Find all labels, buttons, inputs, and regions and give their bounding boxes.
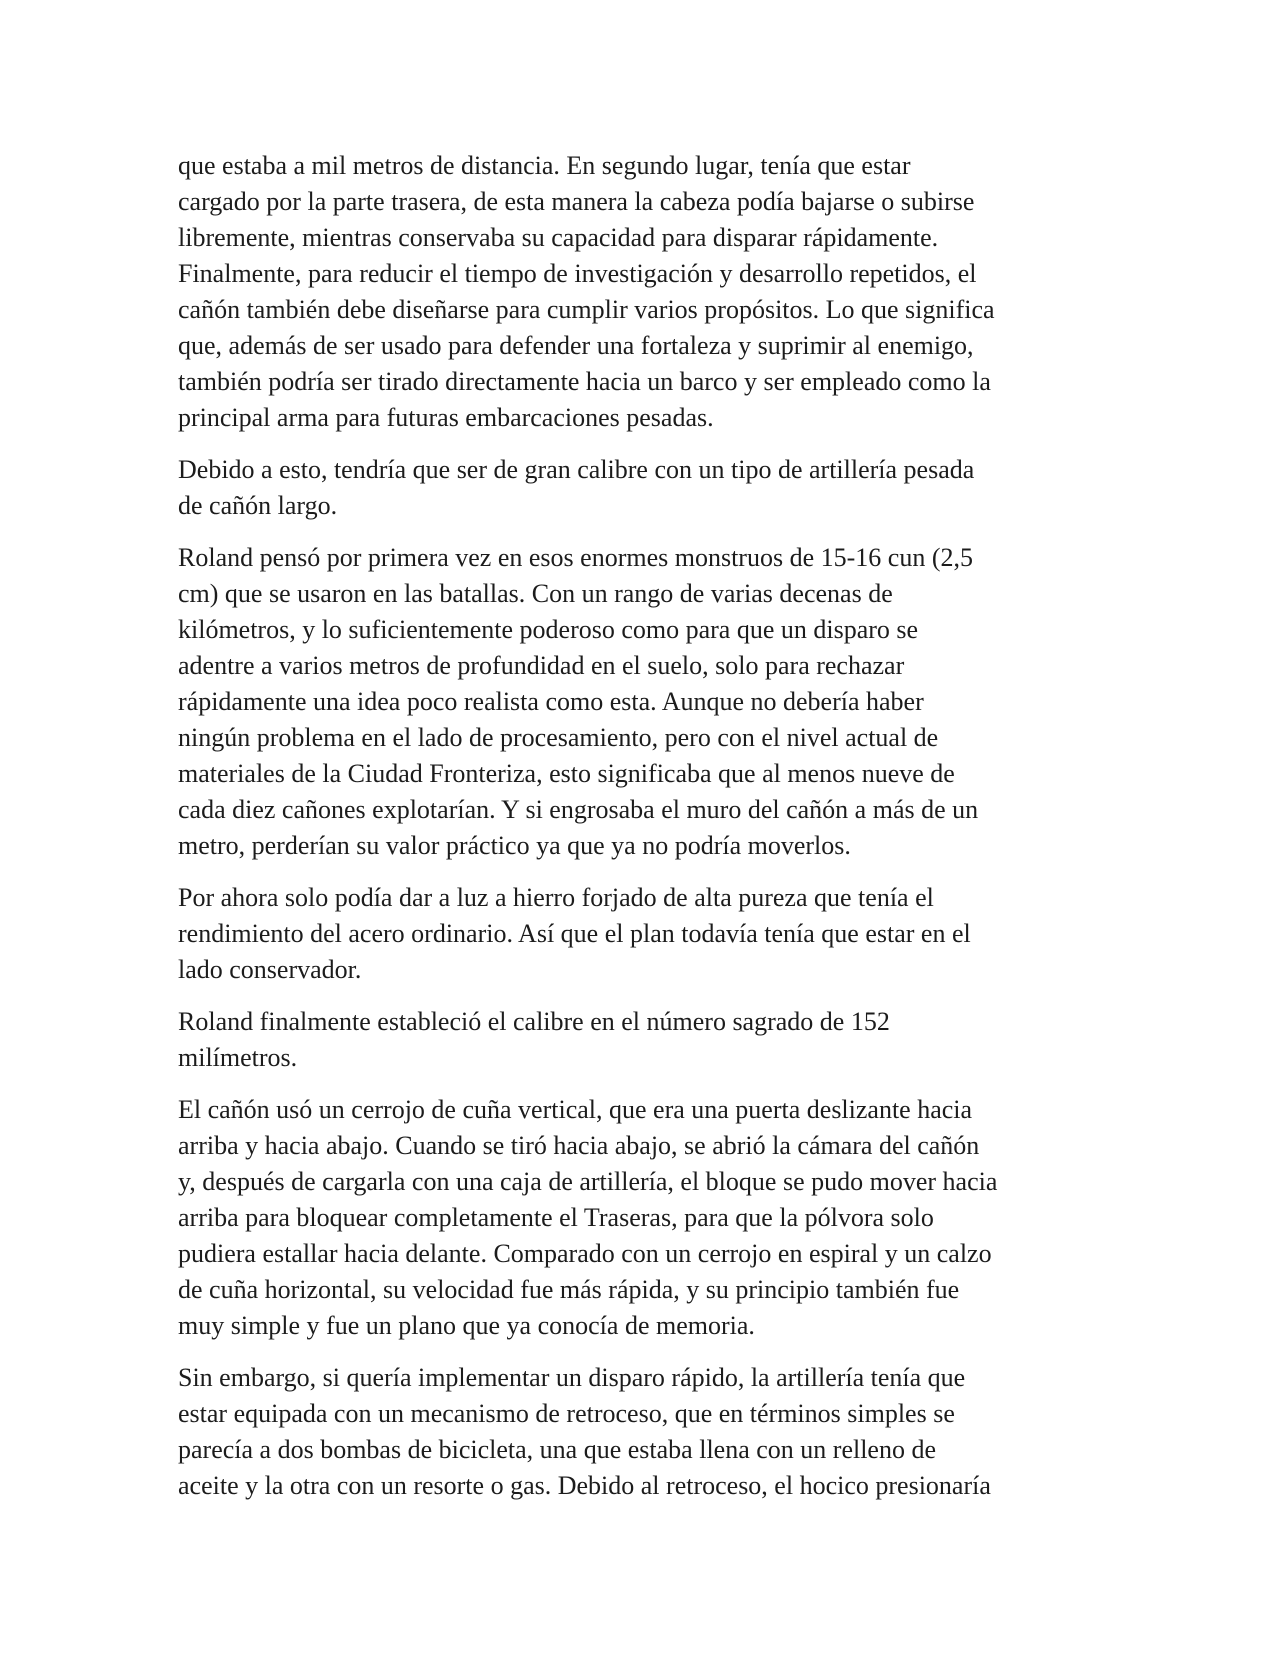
text-line: aceite y la otra con un resorte o gas. Debido al retroceso, el hocico presionaría [178, 1471, 991, 1500]
text-line: de cuña horizontal, su velocidad fue más rápida, y su principio también fue [178, 1275, 960, 1304]
text-line: y, después de cargarla con una caja de artillería, el bloque se pudo mover hacia [178, 1167, 998, 1196]
paragraph [178, 880, 1108, 988]
text-line: lado conservador. [178, 955, 362, 984]
text-line: Por ahora solo podía dar a luz a hierro forjado de alta pureza que tenía el [178, 883, 934, 912]
text-line: El cañón usó un cerrojo de cuña vertical, que era una puerta deslizante hacia [178, 1095, 973, 1124]
text-line: cargado por la parte trasera, de esta manera la cabeza podía bajarse o subirse [178, 187, 975, 216]
paragraph [178, 1360, 1108, 1504]
text-line: Roland finalmente estableció el calibre en el número sagrado de 152 [178, 1007, 890, 1036]
text-line: arriba para bloquear completamente el Traseras, para que la pólvora solo [178, 1203, 934, 1232]
text-line: arriba y hacia abajo. Cuando se tiró hacia abajo, se abrió la cámara del cañón [178, 1131, 980, 1160]
text-line: Debido a esto, tendría que ser de gran calibre con un tipo de artillería pesada [178, 455, 975, 484]
text-line: milímetros. [178, 1043, 298, 1072]
text-line: parecía a dos bombas de bicicleta, una que estaba llena con un relleno de [178, 1435, 937, 1464]
paragraph [178, 452, 1108, 524]
text-line: ningún problema en el lado de procesamiento, pero con el nivel actual de [178, 723, 939, 752]
text-line: Sin embargo, si quería implementar un disparo rápido, la artillería tenía que [178, 1363, 966, 1392]
text-line: pudiera estallar hacia delante. Comparado con un cerrojo en espiral y un calzo [178, 1239, 992, 1268]
text-line: cañón también debe diseñarse para cumplir varios propósitos. Lo que significa [178, 295, 995, 324]
paragraph [178, 1004, 1108, 1076]
text-line: rendimiento del acero ordinario. Así que el plan todavía tenía que estar en el [178, 919, 971, 948]
text-line: principal arma para futuras embarcaciones pesadas. [178, 403, 714, 432]
text-line: Roland pensó por primera vez en esos enormes monstruos de 15-16 cun (2,5 [178, 543, 973, 572]
text-line: libremente, mientras conservaba su capacidad para disparar rápidamente. [178, 223, 939, 252]
text-line: rápidamente una idea poco realista como esta. Aunque no debería haber [178, 687, 924, 716]
text-line: estar equipada con un mecanismo de retroceso, que en términos simples se [178, 1399, 955, 1428]
text-line: kilómetros, y lo suficientemente poderoso como para que un disparo se [178, 615, 919, 644]
text-line: Finalmente, para reducir el tiempo de investigación y desarrollo repetidos, el [178, 259, 977, 288]
paragraph [178, 148, 1108, 436]
text-line: también podría ser tirado directamente hacia un barco y ser empleado como la [178, 367, 991, 396]
text-line: de cañón largo. [178, 491, 338, 520]
text-line: adentre a varios metros de profundidad en el suelo, solo para rechazar [178, 651, 905, 680]
paragraph [178, 540, 1108, 864]
text-line: que, además de ser usado para defender una fortaleza y suprimir al enemigo, [178, 331, 974, 360]
text-line: materiales de la Ciudad Fronteriza, esto significaba que al menos nueve de [178, 759, 955, 788]
text-line: cm) que se usaron en las batallas. Con un rango de varias decenas de [178, 579, 893, 608]
text-line: muy simple y fue un plano que ya conocía de memoria. [178, 1311, 755, 1340]
document-body [178, 148, 1108, 1520]
text-line: que estaba a mil metros de distancia. En segundo lugar, tenía que estar [178, 151, 911, 180]
paragraph [178, 1092, 1108, 1344]
text-line: cada diez cañones explotarían. Y si engrosaba el muro del cañón a más de un [178, 795, 979, 824]
text-line: metro, perderían su valor práctico ya que ya no podría moverlos. [178, 831, 851, 860]
